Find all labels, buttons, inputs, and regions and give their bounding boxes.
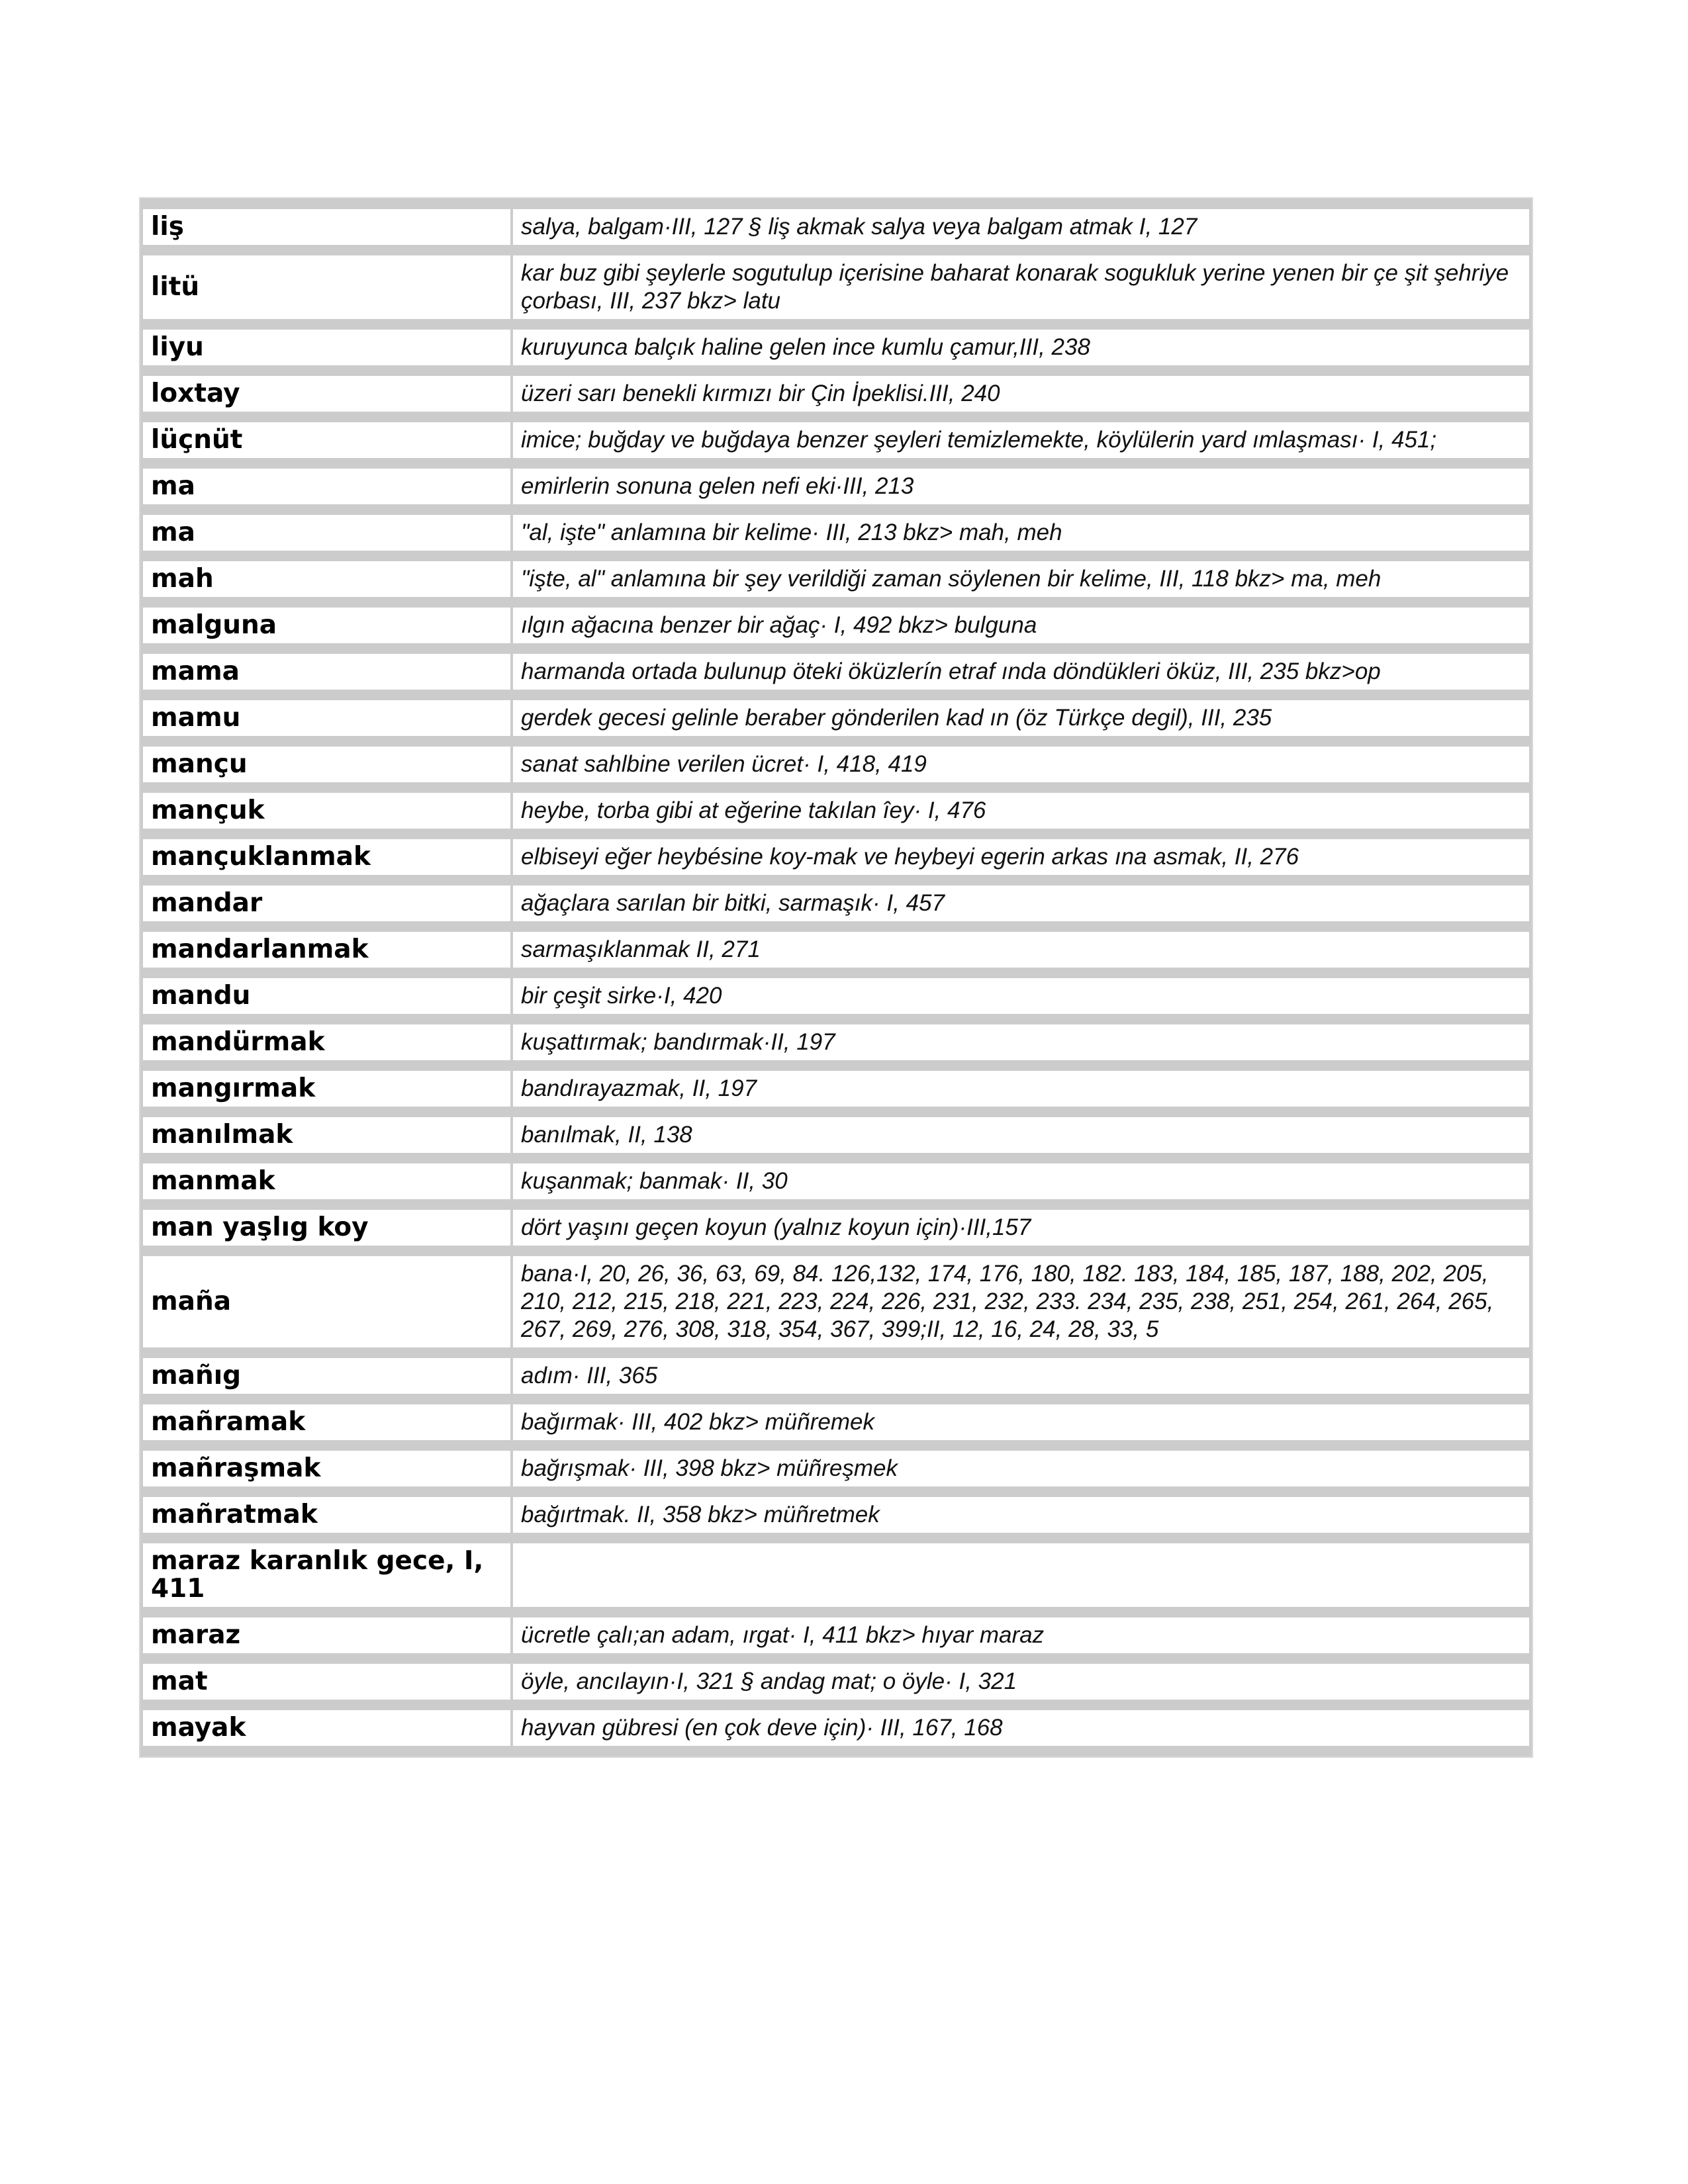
table-row (143, 978, 1529, 1014)
table-row (143, 1451, 1529, 1486)
table-row (143, 1617, 1529, 1653)
table-row (143, 1710, 1529, 1746)
entry-definition: "işte, al" anlamına bir şey verildiği zaman söylenen bir kelime, III, 118 bkz> ma, meh (513, 561, 1529, 597)
entry-term: maña (143, 1256, 510, 1347)
table-row (143, 1543, 1529, 1607)
entry-term: maraz karanlık gece, I, 411 (143, 1543, 510, 1607)
entry-term: mañramak (143, 1404, 510, 1440)
dictionary-body (143, 209, 1529, 1746)
entry-definition: bağırtmak. II, 358 bkz> müñretmek (513, 1497, 1529, 1533)
entry-term: mañratmak (143, 1497, 510, 1533)
entry-term: mamu (143, 700, 510, 736)
entry-definition (513, 1543, 1529, 1607)
table-row (143, 932, 1529, 968)
entry-term: liyu (143, 330, 510, 365)
table-row (143, 839, 1529, 875)
entry-term: mañraşmak (143, 1451, 510, 1486)
entry-term: mançuklanmak (143, 839, 510, 875)
entry-term: loxtay (143, 376, 510, 412)
entry-term: mañıg (143, 1358, 510, 1394)
entry-definition: öyle, ancılayın·I, 321 § andag mat; o öyle· I, 321 (513, 1664, 1529, 1700)
entry-definition: adım· III, 365 (513, 1358, 1529, 1394)
entry-term: mat (143, 1664, 510, 1700)
entry-definition: heybe, torba gibi at eğerine takılan îey· I, 476 (513, 793, 1529, 829)
entry-definition: imice; buğday ve buğdaya benzer şeyleri temizlemekte, köylülerin yard ımlaşması· I, 451; (513, 422, 1529, 458)
entry-term: man yaşlıg koy (143, 1210, 510, 1246)
table-row (143, 1404, 1529, 1440)
table-row (143, 330, 1529, 365)
entry-term: mançu (143, 747, 510, 782)
entry-definition: bana·I, 20, 26, 36, 63, 69, 84. 126,132, 174, 176, 180, 182. 183, 184, 185, 187, 188, 202, 205, 210, 212, 215, 218, 221, 223, 224, 226, 231, 232, 233. 234, 235, 238, 251, 254, 261, 264, 265, 267, 269, 276, 308, 318, 354, 367, 399;II, 12, 16, 24, 28, 33, 5 (513, 1256, 1529, 1347)
table-row (143, 886, 1529, 921)
table-row (143, 1497, 1529, 1533)
entry-definition: kuşattırmak; bandırmak·II, 197 (513, 1024, 1529, 1060)
entry-definition: kuşanmak; banmak· II, 30 (513, 1163, 1529, 1199)
entry-term: lüçnüt (143, 422, 510, 458)
entry-definition: harmanda ortada bulunup öteki öküzlerín etraf ında döndükleri öküz, III, 235 bkz>op (513, 654, 1529, 690)
entry-term: mama (143, 654, 510, 690)
entry-definition: "al, işte" anlamına bir kelime· III, 213 bkz> mah, meh (513, 515, 1529, 551)
table-row (143, 515, 1529, 551)
entry-definition: bağrışmak· III, 398 bkz> müñreşmek (513, 1451, 1529, 1486)
entry-definition: banılmak, II, 138 (513, 1117, 1529, 1153)
table-row (143, 209, 1529, 245)
table-row (143, 1256, 1529, 1347)
entry-term: liş (143, 209, 510, 245)
entry-term: mah (143, 561, 510, 597)
entry-term: mandar (143, 886, 510, 921)
entry-definition: üzeri sarı benekli kırmızı bir Çin İpeklisi.III, 240 (513, 376, 1529, 412)
table-row (143, 561, 1529, 597)
entry-term: mandu (143, 978, 510, 1014)
dictionary-table (139, 197, 1533, 1758)
table-row (143, 747, 1529, 782)
table-row (143, 1210, 1529, 1246)
entry-definition: bandırayazmak, II, 197 (513, 1071, 1529, 1107)
entry-definition: dört yaşını geçen koyun (yalnız koyun için)·III,157 (513, 1210, 1529, 1246)
entry-term: maraz (143, 1617, 510, 1653)
entry-definition: bir çeşit sirke·I, 420 (513, 978, 1529, 1014)
entry-term: mançuk (143, 793, 510, 829)
entry-term: ma (143, 515, 510, 551)
entry-definition: kuruyunca balçık haline gelen ince kumlu çamur,III, 238 (513, 330, 1529, 365)
table-row (143, 1358, 1529, 1394)
entry-definition: elbiseyi eğer heybésine koy-mak ve heybeyi egerin arkas ına asmak, II, 276 (513, 839, 1529, 875)
table-row (143, 654, 1529, 690)
entry-definition: bağırmak· III, 402 bkz> müñremek (513, 1404, 1529, 1440)
entry-definition: hayvan gübresi (en çok deve için)· III, 167, 168 (513, 1710, 1529, 1746)
entry-term: mayak (143, 1710, 510, 1746)
entry-term: mandürmak (143, 1024, 510, 1060)
entry-definition: salya, balgam·III, 127 § liş akmak salya veya balgam atmak I, 127 (513, 209, 1529, 245)
entry-term: mangırmak (143, 1071, 510, 1107)
table-row (143, 469, 1529, 504)
table-row (143, 255, 1529, 319)
entry-term: manılmak (143, 1117, 510, 1153)
table-row (143, 1117, 1529, 1153)
table-row (143, 1163, 1529, 1199)
table-row (143, 700, 1529, 736)
entry-definition: sarmaşıklanmak II, 271 (513, 932, 1529, 968)
entry-term: mandarlanmak (143, 932, 510, 968)
entry-definition: emirlerin sonuna gelen nefi eki·III, 213 (513, 469, 1529, 504)
table-row (143, 1071, 1529, 1107)
entry-definition: kar buz gibi şeylerle sogutulup içerisine baharat konarak sogukluk yerine yenen bir çe şit şehriye çorbası, III, 237 bkz> latu (513, 255, 1529, 319)
table-row (143, 1024, 1529, 1060)
entry-term: malguna (143, 608, 510, 643)
entry-term: ma (143, 469, 510, 504)
entry-definition: gerdek gecesi gelinle beraber gönderilen kad ın (öz Türkçe degil), III, 235 (513, 700, 1529, 736)
table-row (143, 376, 1529, 412)
entry-term: manmak (143, 1163, 510, 1199)
table-row (143, 608, 1529, 643)
table-row (143, 793, 1529, 829)
entry-definition: ücretle çalı;an adam, ırgat· I, 411 bkz> hıyar maraz (513, 1617, 1529, 1653)
table-row (143, 1664, 1529, 1700)
entry-definition: ılgın ağacına benzer bir ağaç· I, 492 bkz> bulguna (513, 608, 1529, 643)
entry-definition: sanat sahlbine verilen ücret· I, 418, 419 (513, 747, 1529, 782)
table-row (143, 422, 1529, 458)
entry-term: litü (143, 255, 510, 319)
entry-definition: ağaçlara sarılan bir bitki, sarmaşık· I, 457 (513, 886, 1529, 921)
